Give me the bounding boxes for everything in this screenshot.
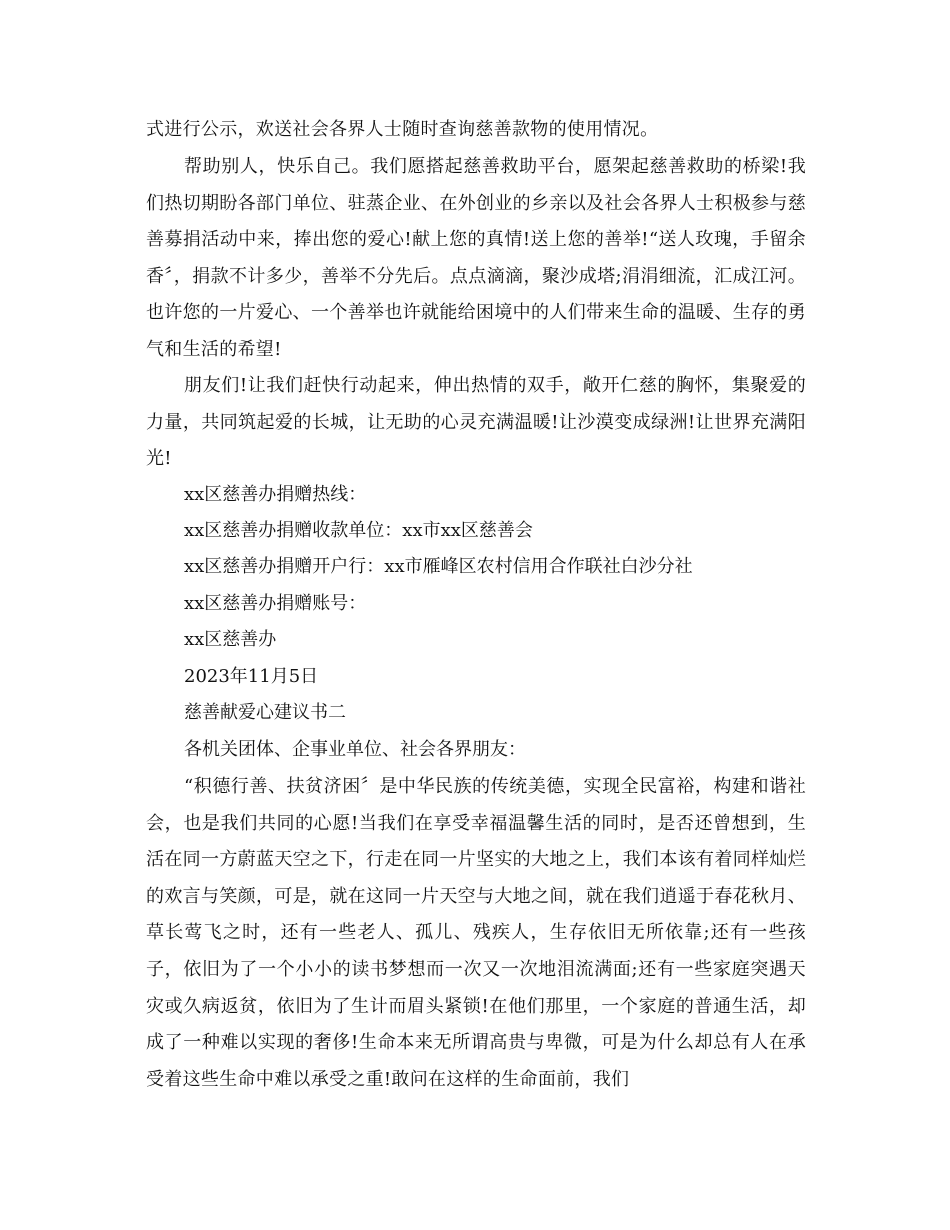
paragraph-proposal-body: “积德行善、扶贫济困〞是中华民族的传统美德，实现全民富裕，构建和谐社会，也是我们共同的心愿!当我们在享受幸福温馨生活的同时，是否还曾想到，生活在同一方蔚蓝天空之下，行走在同一片坚实的大地之上，我们本该有着同样灿烂的欢言与笑颜，可是，就在这同一片天空与大地之间，就在我们逍遥于春花秋月、草长莺飞之时，还有一些老人、孤儿、残疾人，生存依旧无所依靠;还有一些孩子，依旧为了一个小小的读书梦想而一次又一次地泪流满面;还有一些家庭突遇天灾或久病返贫，依旧为了生计而眉头紧锁!在他们那里，一个家庭的普通生活，却成了一种难以实现的奢侈!生命本来无所谓高贵与卑微，可是为什么却总有人在承受着这些生命中难以承受之重!敢问在这样的生命面前，我们 <box>146 776 806 1090</box>
donation-payee: xx区慈善办捐赠收款单位：xx市xx区慈善会 <box>184 520 533 541</box>
signature-date: 2023年11月5日 <box>184 666 319 687</box>
paragraph-help-others: 帮助别人，快乐自己。我们愿搭起慈善救助平台，愿架起慈善救助的桥梁!我们热切期盼各部门单位、驻蒸企业、在外创业的乡亲以及社会各界人士积极参与慈善募捐活动中来，捧出您的爱心!献上您的真情!送上您的善举!“送人玫瑰，手留余香〞，捐款不计多少，善举不分先后。点点滴滴，聚沙成塔;涓涓细流，汇成江河。也许您的一片爱心、一个善举也许就能给困境中的人们带来生命的温暖、生存的勇气和生活的希望! <box>146 156 806 360</box>
donation-account: xx区慈善办捐赠账号： <box>184 593 367 614</box>
donation-hotline: xx区慈善办捐赠热线： <box>184 484 367 505</box>
section-title: 慈善献爱心建议书二 <box>184 702 346 723</box>
salutation: 各机关团体、企事业单位、社会各界朋友： <box>184 739 526 760</box>
paragraph-continuation: 式进行公示，欢送社会各界人士随时查询慈善款物的使用情况。 <box>146 119 659 140</box>
paragraph-call-to-action: 朋友们!让我们赶快行动起来，伸出热情的双手，敞开仁慈的胸怀，集聚爱的力量，共同筑起爱的长城，让无助的心灵充满温暖!让沙漠变成绿洲!让世界充满阳光! <box>146 375 806 470</box>
signature-office: xx区慈善办 <box>184 629 277 650</box>
donation-bank: xx区慈善办捐赠开户行：xx市雁峰区农村信用合作联社白沙分社 <box>184 556 693 577</box>
